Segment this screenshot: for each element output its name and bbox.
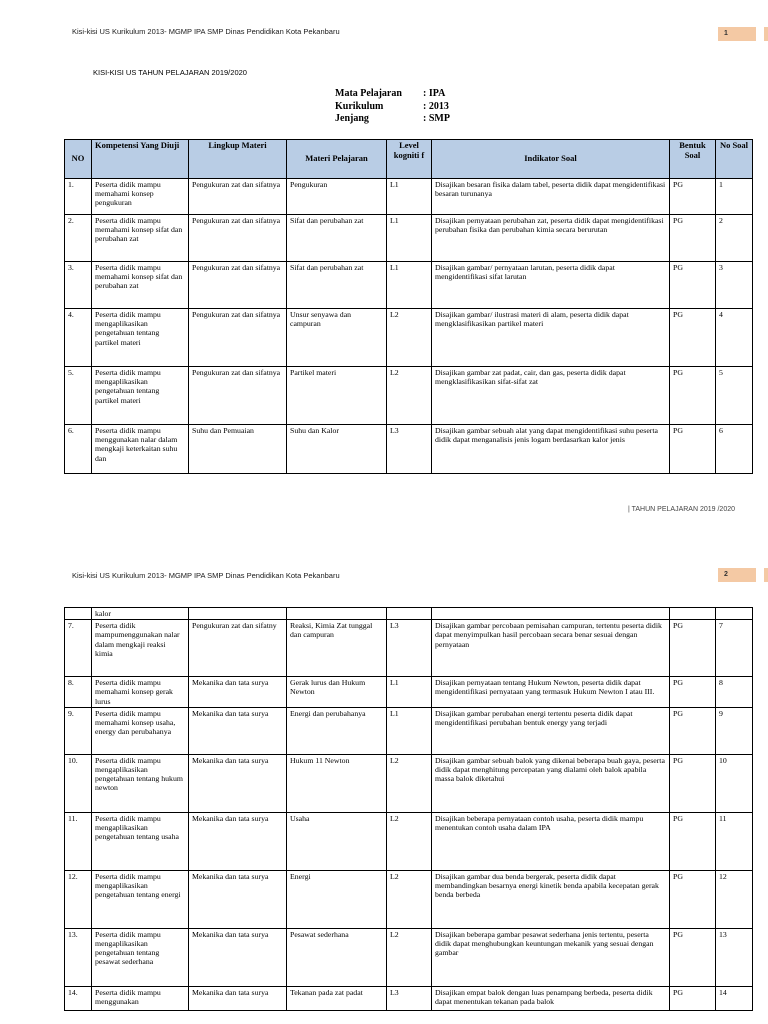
table-cell: L1 <box>387 215 432 262</box>
table-cell: 3 <box>716 262 753 309</box>
table-cell <box>670 608 716 620</box>
table-cell: Disajikan gambar/ ilustrasi materi di alam, peserta didik dapat mengklasifikasikan partikel materi <box>432 309 670 367</box>
table-row <box>65 425 753 474</box>
table-row <box>65 262 753 309</box>
table-cell: Disajikan beberapa gambar pesawat sederhana jenis tertentu, peserta didik dapat menghubungkan keuntungan mekanik yang sesuai dengan gambar <box>432 928 670 986</box>
table-cell <box>189 608 287 620</box>
table-cell: 8 <box>716 677 753 708</box>
table-cell <box>387 608 432 620</box>
table-cell: PG <box>670 870 716 928</box>
table-row <box>65 608 753 620</box>
table-row <box>65 215 753 262</box>
table-cell: L3 <box>387 425 432 474</box>
table-cell: Disajikan besaran fisika dalam tabel, peserta didik dapat mengidentifikasi besaran turunanya <box>432 179 670 215</box>
table-cell: Suhu dan Pemuaian <box>189 425 287 474</box>
table-cell: Mekanika dan tata surya <box>189 928 287 986</box>
table-cell: Peserta didik mampu memahami konsep sifat dan perubahan zat <box>92 215 189 262</box>
table-cell: 3. <box>65 262 92 309</box>
table-cell <box>432 608 670 620</box>
table-cell <box>716 608 753 620</box>
col-header-nosoal: No Soal <box>716 140 753 179</box>
table-cell: Disajikan gambar perubahan energi tertentu peserta didik dapat mengidentifikasi perubahan bentuk energy yang terjadi <box>432 707 670 754</box>
table-cell: Suhu dan Kalor <box>287 425 387 474</box>
table-cell: Peserta didik mampu mengaplikasikan pengetahuan tentang usaha <box>92 812 189 870</box>
table-cell: Peserta didik mampu mengaplikasikan pengetahuan tentang partikel materi <box>92 367 189 425</box>
table-cell: Peserta didik mampu memahami konsep sifat dan perubahan zat <box>92 262 189 309</box>
table-cell: Sifat dan perubahan zat <box>287 262 387 309</box>
table-cell: 14. <box>65 986 92 1010</box>
table-cell <box>287 608 387 620</box>
table-cell: 2. <box>65 215 92 262</box>
table-row <box>65 812 753 870</box>
table-cell: 12 <box>716 870 753 928</box>
table-cell: 4. <box>65 309 92 367</box>
table-cell: Mekanika dan tata surya <box>189 677 287 708</box>
table-cell: Peserta didik mampu mengaplikasikan pengetahuan tentang energi <box>92 870 189 928</box>
table-cell: 10. <box>65 754 92 812</box>
table-cell: L1 <box>387 262 432 309</box>
col-header-level: Level kogniti f <box>387 140 432 179</box>
table-cell: L3 <box>387 620 432 677</box>
table-cell: Energi <box>287 870 387 928</box>
table-cell: Disajikan pernyataan perubahan zat, peserta didik dapat mengidentifikasi perubahan fisika dan perubahan kimia secara berurutan <box>432 215 670 262</box>
table-cell: Pesawat sederhana <box>287 928 387 986</box>
table-cell: Usaha <box>287 812 387 870</box>
table-cell: PG <box>670 309 716 367</box>
table-row <box>65 986 753 1010</box>
table-cell: Peserta didik mampu memahami konsep pengukuran <box>92 179 189 215</box>
table-cell: Pengukuran zat dan sifatnya <box>189 215 287 262</box>
table-cell: Pengukuran zat dan sifatnya <box>189 367 287 425</box>
table-cell: PG <box>670 754 716 812</box>
table-cell: 1 <box>716 179 753 215</box>
table-cell: PG <box>670 425 716 474</box>
table-cell: Disajikan gambar zat padat, cair, dan gas, peserta didik dapat mengklasifikasikan sifat-sifat zat <box>432 367 670 425</box>
meta-row: Kurikulum : 2013 <box>335 100 449 112</box>
page-footer: | TAHUN PELAJARAN 2019 /2020 <box>628 506 735 513</box>
table-cell: Sifat dan perubahan zat <box>287 215 387 262</box>
table-row <box>65 754 753 812</box>
table-row <box>65 179 753 215</box>
table-cell: 4 <box>716 309 753 367</box>
page-number: 2 <box>718 568 756 582</box>
table-row <box>65 870 753 928</box>
table-cell: 9. <box>65 707 92 754</box>
table-cell: Disajikan gambar/ pernyataan larutan, peserta didik dapat mengidentifikasi sifat larutan <box>432 262 670 309</box>
table-cell: Hukum 11 Newton <box>287 754 387 812</box>
col-header-no: NO <box>65 140 92 179</box>
col-header-bentuk: Bentuk Soal <box>670 140 716 179</box>
kisi-kisi-table-page1 <box>64 139 753 474</box>
table-cell: Peserta didik mampu memahami konsep usaha, energy dan perubahanya <box>92 707 189 754</box>
table-cell: Mekanika dan tata surya <box>189 707 287 754</box>
table-cell: Disajikan gambar percobaan pemisahan campuran, tertentu peserta didik dapat menyimpulkan hasil percobaan secara benar sesuai dengan pernyataan <box>432 620 670 677</box>
table-cell: 13 <box>716 928 753 986</box>
table-cell: 13. <box>65 928 92 986</box>
table-cell: L2 <box>387 754 432 812</box>
table-cell: L2 <box>387 812 432 870</box>
table-cell: 7 <box>716 620 753 677</box>
table-cell: 5. <box>65 367 92 425</box>
page-number: 1 <box>718 27 756 41</box>
page-header: Kisi-kisi US Kurikulum 2013- MGMP IPA SMP Dinas Pendidikan Kota Pekanbaru <box>72 27 340 36</box>
table-cell: Pengukuran zat dan sifatny <box>189 620 287 677</box>
table-cell: Peserta didik mampumenggunakan nalar dalam mengkaji reaksi kimia <box>92 620 189 677</box>
table-cell: Mekanika dan tata surya <box>189 754 287 812</box>
kisi-kisi-table-page2 <box>64 607 753 1011</box>
table-cell: Peserta didik mampu memahami konsep gerak lurus <box>92 677 189 708</box>
table-row <box>65 707 753 754</box>
meta-row: Jenjang : SMP <box>335 113 450 124</box>
table-cell: 11. <box>65 812 92 870</box>
table-cell: 11 <box>716 812 753 870</box>
table-cell: Energi dan perubahanya <box>287 707 387 754</box>
table-cell: Gerak lurus dan Hukum Newton <box>287 677 387 708</box>
table-row <box>65 677 753 708</box>
table-cell: 10 <box>716 754 753 812</box>
table-cell: PG <box>670 179 716 215</box>
table-cell: Peserta didik mampu mengaplikasikan pengetahuan tentang pesawat sederhana <box>92 928 189 986</box>
table-cell: Peserta didik mampu mengaplikasikan pengetahuan tentang partikel materi <box>92 309 189 367</box>
table-cell: 6 <box>716 425 753 474</box>
table-cell: 1. <box>65 179 92 215</box>
table-cell: Peserta didik mampu mengaplikasikan pengetahuan tentang hukum newton <box>92 754 189 812</box>
table-cell: PG <box>670 928 716 986</box>
table-cell: 12. <box>65 870 92 928</box>
table-cell: Disajikan gambar sebuah alat yang dapat mengidentifikasi suhu peserta didik dapat menganalisis jenis logam berdasarkan kalor jenis <box>432 425 670 474</box>
table-cell: L2 <box>387 309 432 367</box>
table-cell: L1 <box>387 179 432 215</box>
meta-block <box>335 88 450 126</box>
table-cell: Disajikan gambar dua benda bergerak, peserta didik dapat membandingkan besarnya energi kinetik benda apabila kecepatan gerak benda berbeda <box>432 870 670 928</box>
col-header-indikator: Indikator Soal <box>432 140 670 179</box>
table-cell: PG <box>670 986 716 1010</box>
table-cell: Pengukuran zat dan sifatnya <box>189 309 287 367</box>
table-cell: L2 <box>387 870 432 928</box>
table-cell: Disajikan beberapa pernyataan contoh usaha, peserta didik mampu menentukan contoh usaha dalam IPA <box>432 812 670 870</box>
table-cell: Mekanika dan tata surya <box>189 812 287 870</box>
table-cell: L2 <box>387 928 432 986</box>
table-cell: PG <box>670 262 716 309</box>
table-cell: kalor <box>92 608 189 620</box>
table-cell: 5 <box>716 367 753 425</box>
page-header: Kisi-kisi US Kurikulum 2013- MGMP IPA SMP Dinas Pendidikan Kota Pekanbaru <box>72 571 340 580</box>
col-header-lingkup: Lingkup Materi <box>189 140 287 179</box>
document-subtitle: KISI-KISI US TAHUN PELAJARAN 2019/2020 <box>93 68 247 77</box>
table-cell: Reaksi, Kimia Zat tunggal dan campuran <box>287 620 387 677</box>
table-cell: L3 <box>387 986 432 1010</box>
table-cell: Mekanika dan tata surya <box>189 870 287 928</box>
table-cell: Peserta didik mampu menggunakan <box>92 986 189 1010</box>
table-cell: Peserta didik mampu menggunakan nalar dalam mengkaji keterkaitan suhu dan <box>92 425 189 474</box>
table-row <box>65 309 753 367</box>
col-header-materi: Materi Pelajaran <box>287 140 387 179</box>
table-cell: PG <box>670 367 716 425</box>
table-cell: PG <box>670 215 716 262</box>
table-cell: Tekanan pada zat padat <box>287 986 387 1010</box>
table-row <box>65 928 753 986</box>
table-cell: 2 <box>716 215 753 262</box>
table-cell: Mekanika dan tata surya <box>189 986 287 1010</box>
table-cell: L1 <box>387 677 432 708</box>
table-cell: Disajikan empat balok dengan luas penampang berbeda, peserta didik dapat menentukan tekanan pada balok <box>432 986 670 1010</box>
table-cell: 8. <box>65 677 92 708</box>
meta-row: Mata Pelajaran : IPA <box>335 88 446 99</box>
table-cell: Partikel materi <box>287 367 387 425</box>
table-cell: 7. <box>65 620 92 677</box>
table-cell: PG <box>670 620 716 677</box>
table-cell <box>65 608 92 620</box>
table-cell: Disajikan pernyataan tentang Hukum Newton, peserta didik dapat mengidentifikasi pernyataan yang termasuk Hukum Newton I atau III. <box>432 677 670 708</box>
table-cell: PG <box>670 707 716 754</box>
table-cell: Pengukuran zat dan sifatnya <box>189 179 287 215</box>
table-cell: 6. <box>65 425 92 474</box>
table-cell: Unsur senyawa dan campuran <box>287 309 387 367</box>
table-cell: Pengukuran zat dan sifatnya <box>189 262 287 309</box>
table-cell: PG <box>670 677 716 708</box>
table-cell: L1 <box>387 707 432 754</box>
table-row <box>65 367 753 425</box>
table-row <box>65 620 753 677</box>
table-cell: PG <box>670 812 716 870</box>
col-header-kompetensi: Kompetensi Yang Diuji <box>92 140 189 179</box>
table-cell: Disajikan gambar sebuah balok yang dikenai beberapa buah gaya, peserta didik dapat menghitung percepatan yang dialami oleh balok apabila massa balok diketahui <box>432 754 670 812</box>
table-cell: L2 <box>387 367 432 425</box>
table-cell: 9 <box>716 707 753 754</box>
table-cell: 14 <box>716 986 753 1010</box>
table-cell: Pengukuran <box>287 179 387 215</box>
